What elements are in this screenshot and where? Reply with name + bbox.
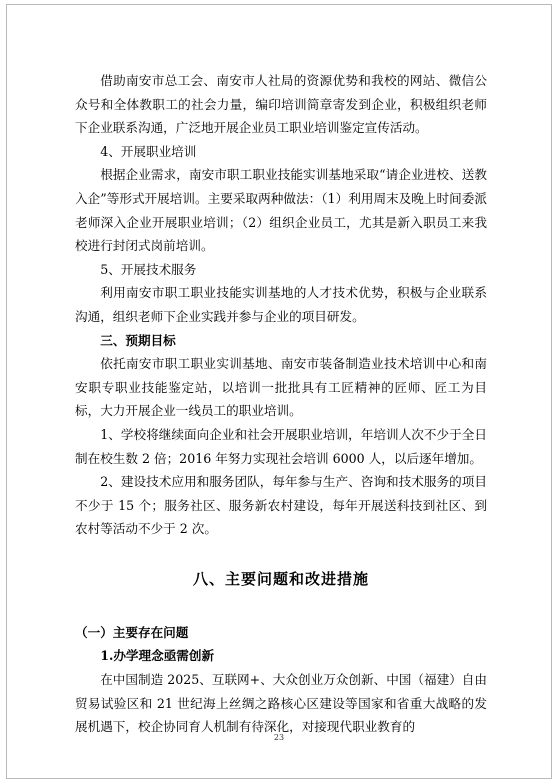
paragraph: 1、学校将继续面向企业和社会开展职业培训，年培训人次不少于全日制在校生数 2 倍；2016 年努力实现社会培训 6000 人，以后逐年增加。 xyxy=(75,426,487,466)
subsection-heading: （一）主要存在问题 xyxy=(75,624,189,640)
page-number: 23 xyxy=(273,733,285,742)
paragraph: 在中国制造 2025、互联网+、大众创业万众创新、中国（福建）自由贸易试验区和 21 世纪海上丝绸之路核心区建设等国家和省重大战略的发展机遇下，校企协同育人机制有待深化，对接现代职业教育的 xyxy=(75,672,487,735)
section-subheading: 三、预期目标 xyxy=(100,332,176,348)
paragraph: 2、建设技术应用和服务团队，每年参与生产、咨询和技术服务的项目不少于 15 个；服务社区、服务新农村建设，每年开展送科技到社区、到农村等活动不少于 2 次。 xyxy=(75,474,487,537)
subsection-item-heading: 1.办学理念亟需创新 xyxy=(100,648,215,664)
paragraph: 借助南安市总工会、南安市人社局的资源优势和我校的网站、微信公众号和全体教职工的社会力量，编印培训简章寄发到企业，积极组织老师下企业联系沟通，广泛地开展企业员工职业培训鉴定宣传活动。 xyxy=(75,73,487,136)
page-frame xyxy=(6,4,552,779)
document-body xyxy=(75,69,487,739)
paragraph: 利用南安市职工职业技能实训基地的人才技术优势，积极与企业联系沟通，组织老师下企业实践并参与企业的项目研发。 xyxy=(75,285,487,324)
section-heading: 八、主要问题和改进措施 xyxy=(192,569,369,588)
paragraph: 依托南安市职工职业实训基地、南安市装备制造业技术培训中心和南安职专职业技能鉴定站，以培训一批批具有工匠精神的匠师、匠工为目标，大力开展企业一线员工的职业培训。 xyxy=(75,356,487,419)
subheading: 5、开展技术服务 xyxy=(100,261,197,277)
paragraph: 根据企业需求，南安市职工职业技能实训基地采取“请企业进校、送教入企”等形式开展培训。主要采取两种做法：（1）利用周末及晚上时间委派老师深入企业开展职业培训；（2）组织企业员工，尤其是新入职员工来我校进行封闭式岗前培训。 xyxy=(75,167,487,254)
subheading: 4、开展职业培训 xyxy=(100,143,197,159)
